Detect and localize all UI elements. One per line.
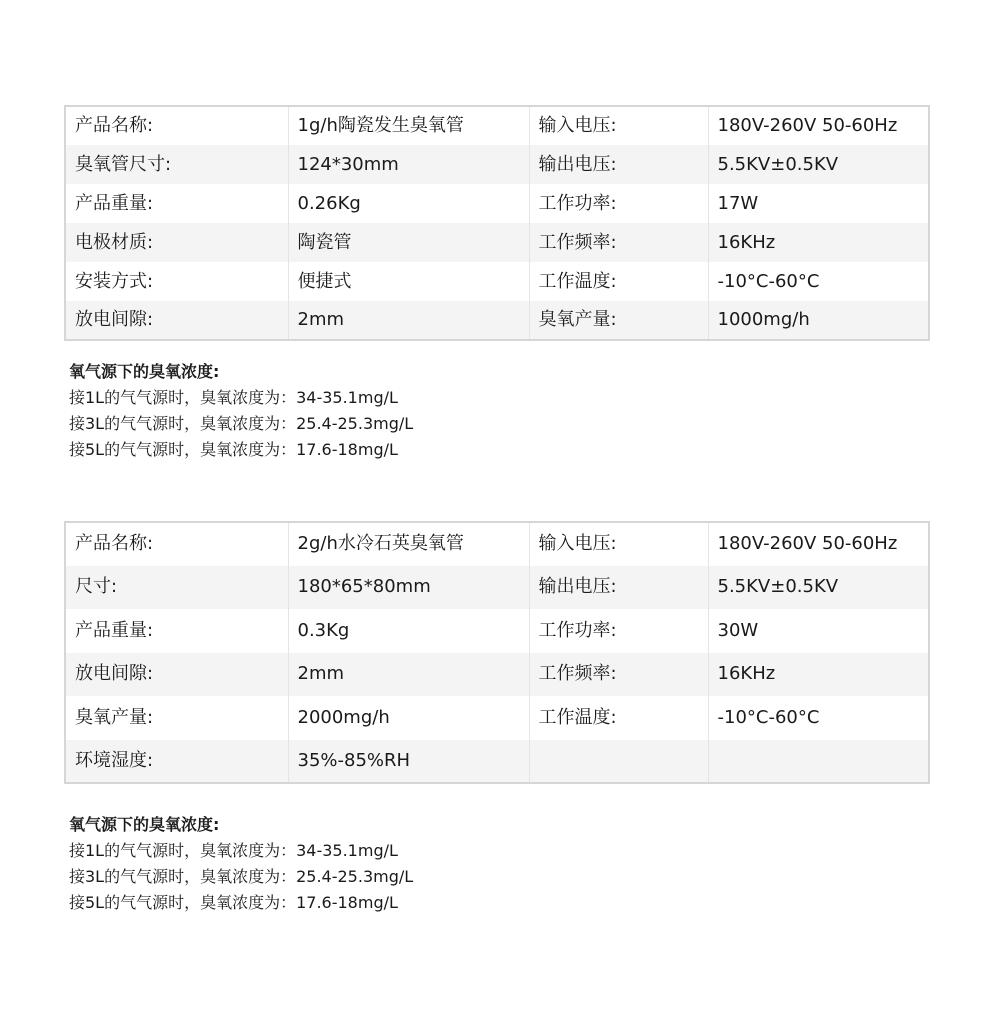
spec-label: 臭氧产量: (529, 301, 708, 340)
table-row (65, 301, 929, 340)
spec-value: 180*65*80mm (288, 566, 529, 610)
spec-label: 工作温度: (529, 696, 708, 740)
spec-label: 输出电压: (529, 566, 708, 610)
spec-label: 放电间隙: (65, 653, 288, 697)
ozone-concentration-notes-1 (69, 359, 413, 463)
ozone-concentration-notes-2 (69, 812, 413, 916)
spec-value: 124*30mm (288, 145, 529, 184)
spec-value: 1000mg/h (708, 301, 929, 340)
spec-value: 30W (708, 609, 929, 653)
spec-label: 尺寸: (65, 566, 288, 610)
spec-table-2g (64, 521, 930, 784)
table-row (65, 262, 929, 301)
spec-label: 输出电压: (529, 145, 708, 184)
spec-label: 工作频率: (529, 653, 708, 697)
spec-value: 2mm (288, 653, 529, 697)
concentration-line: 接1L的气气源时，臭氧浓度为：34-35.1mg/L (69, 841, 398, 860)
table-row (65, 184, 929, 223)
spec-value: 35%-85%RH (288, 740, 529, 784)
spec-value: 陶瓷管 (288, 223, 529, 262)
spec-value: 17W (708, 184, 929, 223)
spec-label: 工作功率: (529, 609, 708, 653)
spec-label: 输入电压: (529, 522, 708, 566)
spec-value: 0.3Kg (288, 609, 529, 653)
table-row (65, 740, 929, 784)
spec-label: 产品重量: (65, 184, 288, 223)
concentration-title: 氧气源下的臭氧浓度: (69, 362, 220, 381)
concentration-line: 接3L的气气源时，臭氧浓度为：25.4-25.3mg/L (69, 867, 414, 886)
spec-value: -10°C-60°C (708, 262, 929, 301)
table-row (65, 653, 929, 697)
spec-label: 工作温度: (529, 262, 708, 301)
spec-label: 产品重量: (65, 609, 288, 653)
spec-value (708, 740, 929, 784)
spec-label: 输入电压: (529, 106, 708, 145)
spec-table-1g (64, 105, 930, 341)
spec-label (529, 740, 708, 784)
table-row (65, 566, 929, 610)
spec-value: 5.5KV±0.5KV (708, 145, 929, 184)
spec-label: 电极材质: (65, 223, 288, 262)
spec-label: 放电间隙: (65, 301, 288, 340)
spec-value: 180V-260V 50-60Hz (708, 522, 929, 566)
table-row (65, 223, 929, 262)
spec-value: 便捷式 (288, 262, 529, 301)
spec-value: 2g/h水冷石英臭氧管 (288, 522, 529, 566)
spec-value: 16KHz (708, 223, 929, 262)
spec-label: 工作功率: (529, 184, 708, 223)
spec-label: 臭氧产量: (65, 696, 288, 740)
concentration-line: 接5L的气气源时，臭氧浓度为：17.6-18mg/L (69, 440, 398, 459)
concentration-line: 接1L的气气源时，臭氧浓度为：34-35.1mg/L (69, 388, 398, 407)
spec-label: 工作频率: (529, 223, 708, 262)
spec-label: 产品名称: (65, 106, 288, 145)
table-row (65, 696, 929, 740)
spec-value: 180V-260V 50-60Hz (708, 106, 929, 145)
spec-label: 臭氧管尺寸: (65, 145, 288, 184)
spec-value: 2mm (288, 301, 529, 340)
concentration-title: 氧气源下的臭氧浓度: (69, 815, 220, 834)
table-row (65, 609, 929, 653)
spec-value: 2000mg/h (288, 696, 529, 740)
spec-value: 1g/h陶瓷发生臭氧管 (288, 106, 529, 145)
table-row (65, 145, 929, 184)
spec-label: 产品名称: (65, 522, 288, 566)
spec-label: 安装方式: (65, 262, 288, 301)
spec-value: 0.26Kg (288, 184, 529, 223)
spec-label: 环境湿度: (65, 740, 288, 784)
spec-value: 5.5KV±0.5KV (708, 566, 929, 610)
spec-value: -10°C-60°C (708, 696, 929, 740)
spec-value: 16KHz (708, 653, 929, 697)
concentration-line: 接3L的气气源时，臭氧浓度为：25.4-25.3mg/L (69, 414, 414, 433)
table-row (65, 106, 929, 145)
concentration-line: 接5L的气气源时，臭氧浓度为：17.6-18mg/L (69, 893, 398, 912)
table-row (65, 522, 929, 566)
